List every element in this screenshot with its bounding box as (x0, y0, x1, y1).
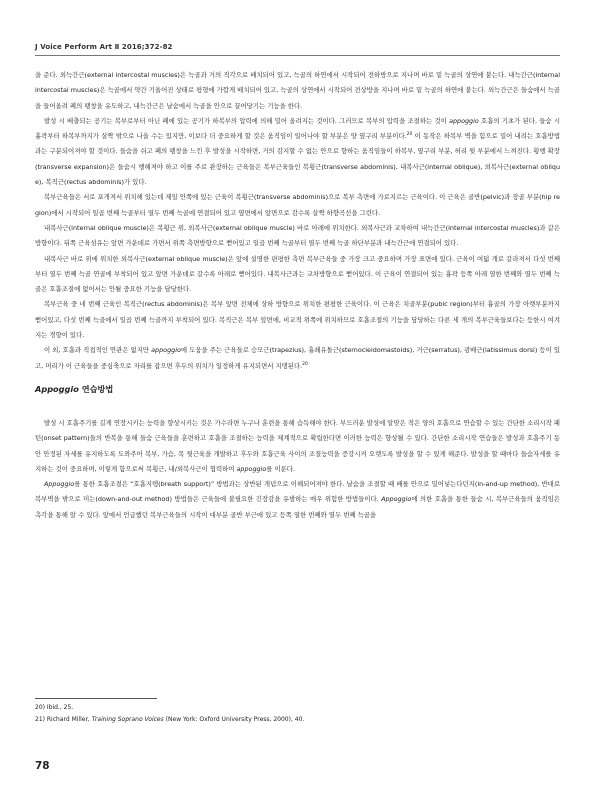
footnote-text: 20) Ibid., 25. (35, 704, 74, 711)
paragraph-footnote-ref: 20 (406, 132, 413, 138)
paragraph-text: 를 이룬다. (266, 464, 296, 473)
paragraph-transverse-abdominis (35, 190, 560, 221)
footnote-italic-term: Training Soprano Voices (91, 716, 164, 723)
footnotes (35, 702, 560, 726)
paragraph-italic-term: appoggio (236, 464, 267, 473)
paragraph-rectus-abdominis (35, 297, 560, 343)
paragraph-internal-oblique (35, 221, 560, 252)
footnote-21 (35, 714, 560, 726)
paragraph-text: 내복사근(internal oblique muscle)은 복횡근 위, 외복사근(external oblique muscle) 바로 아래에 위치한다. 외복사근과 교차하여 내늑간근(internal intercostal muscles)과 같은 방향이다. 뒤쪽 근육섬유는 앞면 가운데로 가면서 위쪽 측면방향으로 뻗어있고 일곱 번째 늑골부터 열두 번째 늑골 하단부분과 내늑간근에 연결되어 있다. (35, 223, 560, 248)
page-number: 78 (35, 760, 50, 772)
footnote-20 (35, 702, 560, 714)
paragraph-breath-support (35, 477, 560, 523)
paragraph-text: 복부근육 중 네 번째 근육인 복직근(rectus abdominis)은 복부 앞면 전체에 상하 방향으로 위치한 편평한 근육이다. 이 근육은 치골부분(pubic region)부터 흉골의 가장 아랫부분까지 뻗어있고, 다섯 번째 늑골에서 일곱 번째 늑골까지 부착되어 있다. 복직근은 복부 앞면에, 비교적 위쪽에 위치하므로 호흡조절의 기능을 담당하는 다른 세 개의 복부근육들보다는 등한시 여겨지는 경향이 있다. (35, 300, 560, 340)
body-text (35, 68, 560, 523)
paragraph-footnote-ref: 20 (302, 361, 308, 367)
paragraph-external-oblique (35, 252, 560, 298)
paragraph-italic-term: appoggio (151, 346, 181, 355)
running-head: J Voice Perform Art Ⅱ 2016;372-82 (35, 43, 173, 51)
paragraph-text: 복부근육들은 서로 포개져서 위치해 있는데 제일 안쪽에 있는 근육이 복횡근(transverse abdominis)으로 복부 측면에 가로지르는 근육이다. 이 근육은 골반(pelvic)과 장골 부분(hip region)에서 시작되어 일곱 번째 늑골부터 열두 번째 늑골에 연결되어 있고 옆면에서 앞면으로 감수록 살짝 하향곡선을 그린다. (35, 193, 560, 217)
paragraph-text: 에 의한 호흡을 통한 들숨 시, 복부근육들의 움직임은 촉각을 통해 알 수 있다. 앞에서 언급했던 복부근육들의 시작이 대부분 골반 부근에 있고 등쪽 열한 번째와 열두 번째 늑골을 (35, 495, 561, 519)
paragraph-text: 이 동작은 하복부 벽을 힘으로 밀어 내려는 호흡방법과는 구분되어져야 할 것이다. 들숨을 쉬고 폐의 팽창을 느낀 후 발성을 시작하면, 거의 감지할 수 없는 안으로 향하는 움직임들이 하복부, 옆구리 부분, 허리 뒷 부분에서 느껴진다. 횡행 확장(transverse expansion)은 들숨시 행해져야 하고 이를 주로 관장하는 근육들은 복부근육들인 복횡근(transverse abdominis), 내복사근(internal oblique), 외복사근(external oblique), 복직근(rectus abdominis)가 있다. (35, 132, 560, 187)
paragraph-text: 이 외, 호흡과 직접적인 연관은 없지만 (44, 346, 152, 355)
paragraph-text: 호흡의 기초가 된다. 들숨 시 흉곽부터 하복부까지가 살짝 밖으로 나올 수는 있지만, 이보다 더 중요하게 할 것은 움직임이 일어나야 할 부분은 양 옆구리 부분이다. (35, 116, 560, 141)
section-heading-italic: Appoggio (35, 383, 79, 394)
paragraph-italic-term: Appoggio (381, 495, 412, 504)
header-rule (35, 55, 560, 56)
paragraph-text: 발성 시 배출되는 공기는 복부로부터 아닌 폐에 있는 공기가 하복부의 압력에 의해 밀어 올려지는 것이다. 그러므로 복부의 압력을 조절하는 것이 (44, 116, 450, 125)
paragraph-italic-term: appoggio (449, 116, 479, 125)
section-heading-rest: 연습방법 (78, 383, 114, 394)
footnote-text: 21) Richard Miller, (35, 716, 92, 723)
paragraph-text: 내복사근 바로 위에 위치한 외복사근(external oblique muscle)은 앞에 설명한 편평한 측면 복부근육들 중 가장 크고 중요하며 가장 표면에 있다. 근육이 여덟 개로 갈라져서 다섯 번째부터 열두 번째 늑골 연골에 부착되어 있고 앞면 가운데로 갈수록 아래로 뻗어있다. 내복사근과는 교차방향으로 뻗어있다. 이 근육이 연결되어 있는 흉곽 등쪽 아래 열한 번째와 열두 번째 늑골은 호흡조절에 없어서는 안될 중요한 기능을 담당한다. (35, 254, 560, 294)
footnote-rule (35, 698, 157, 699)
paragraph-intercostal-muscles (35, 68, 560, 114)
section-heading-appoggio-practice (35, 384, 560, 395)
paragraph-text: 에 도움을 주는 근육들로 승모근(trapezius), 흉쇄유돌근(sternocleidomastoids), 거근(serratus), 광배근(latissimus dorsi) 등이 있고, 머리가 이 근육들을 중심축으로 자리를 잡으면 후두의 위치가 일정하게 유지되면서 지탱된다. (35, 346, 560, 370)
footnote-text: (New York: Oxford University Press, 2000), 40. (163, 716, 305, 723)
paragraph-text: 발성 시 호흡주기를 길게 연장시키는 능력을 향상시키는 것은 가수라면 누구나 훈련을 통해 습득해야 한다. 부드러운 발성에 알맞은 적은 양의 호흡으로 연습할 수 있는 간단한 소리시작 패턴(onset pattern)들의 반복을 통해 들숨 근육들을 훈련하고 호흡을 조절하는 능력을 체계적으로 확립한다면 이러한 능력은 향상될 수 있다. 간단한 소리시작 연습들은 발성과 호흡주기 동안 안정된 자세를 유지하도록 도와주어 복부, 가슴, 목 뒷근육을 개발하고 후두와 호흡근육 사이의 조절능력을 증강시켜 오랫도록 발성을 할 수 있게 해준다. 발성을 할 때마다 들숨자세를 유지하는 것이 중요하며, 이렇게 함으로써 복횡근, 내/외복사근이 협력하여 (35, 418, 560, 473)
paragraph-text: 을 준다. 외늑간근(external intercostal muscles)은 늑골과 거의 직각으로 배치되어 있고, 늑골의 하연에서 시작되어 전하방으로 지나며 바로 밑 늑골의 상연에 붙는다. 내늑간근(internal intercostal muscles)은 늑골에서 약간 기울어진 상태로 평형에 가깝게 배치되어 있고, 늑골의 상연에서 시작되어 전상방을 지나며 바로 밑 늑골의 하연에 붙는다. 외늑간근은 들숨에서 늑골을 들어올려 폐의 팽창을 유도하고, 내늑간근은 날숨에서 늑골을 안으로 끌어당기는 기능을 한다. (35, 71, 560, 110)
paragraph-breath-cycle (35, 416, 560, 477)
paragraph-supporting-muscles (35, 343, 560, 374)
paragraph-abdominal-pressure (35, 114, 560, 190)
paragraph-text: 를 통한 호흡조절은 “호흡지탱(breath support)” 방법과는 상반된 개념으로 이해되어져야 한다. 날숨을 조절할 때 배를 안으로 밀어넣는다던지(in-and-up method), 반대로 복부벽을 밖으로 미는(down-and-out method) 방법들은 근육들에 불필요한 긴장감을 유발하는 매우 위험한 방법들이다. (35, 480, 560, 504)
paragraph-italic-term: Appoggio (44, 480, 75, 489)
